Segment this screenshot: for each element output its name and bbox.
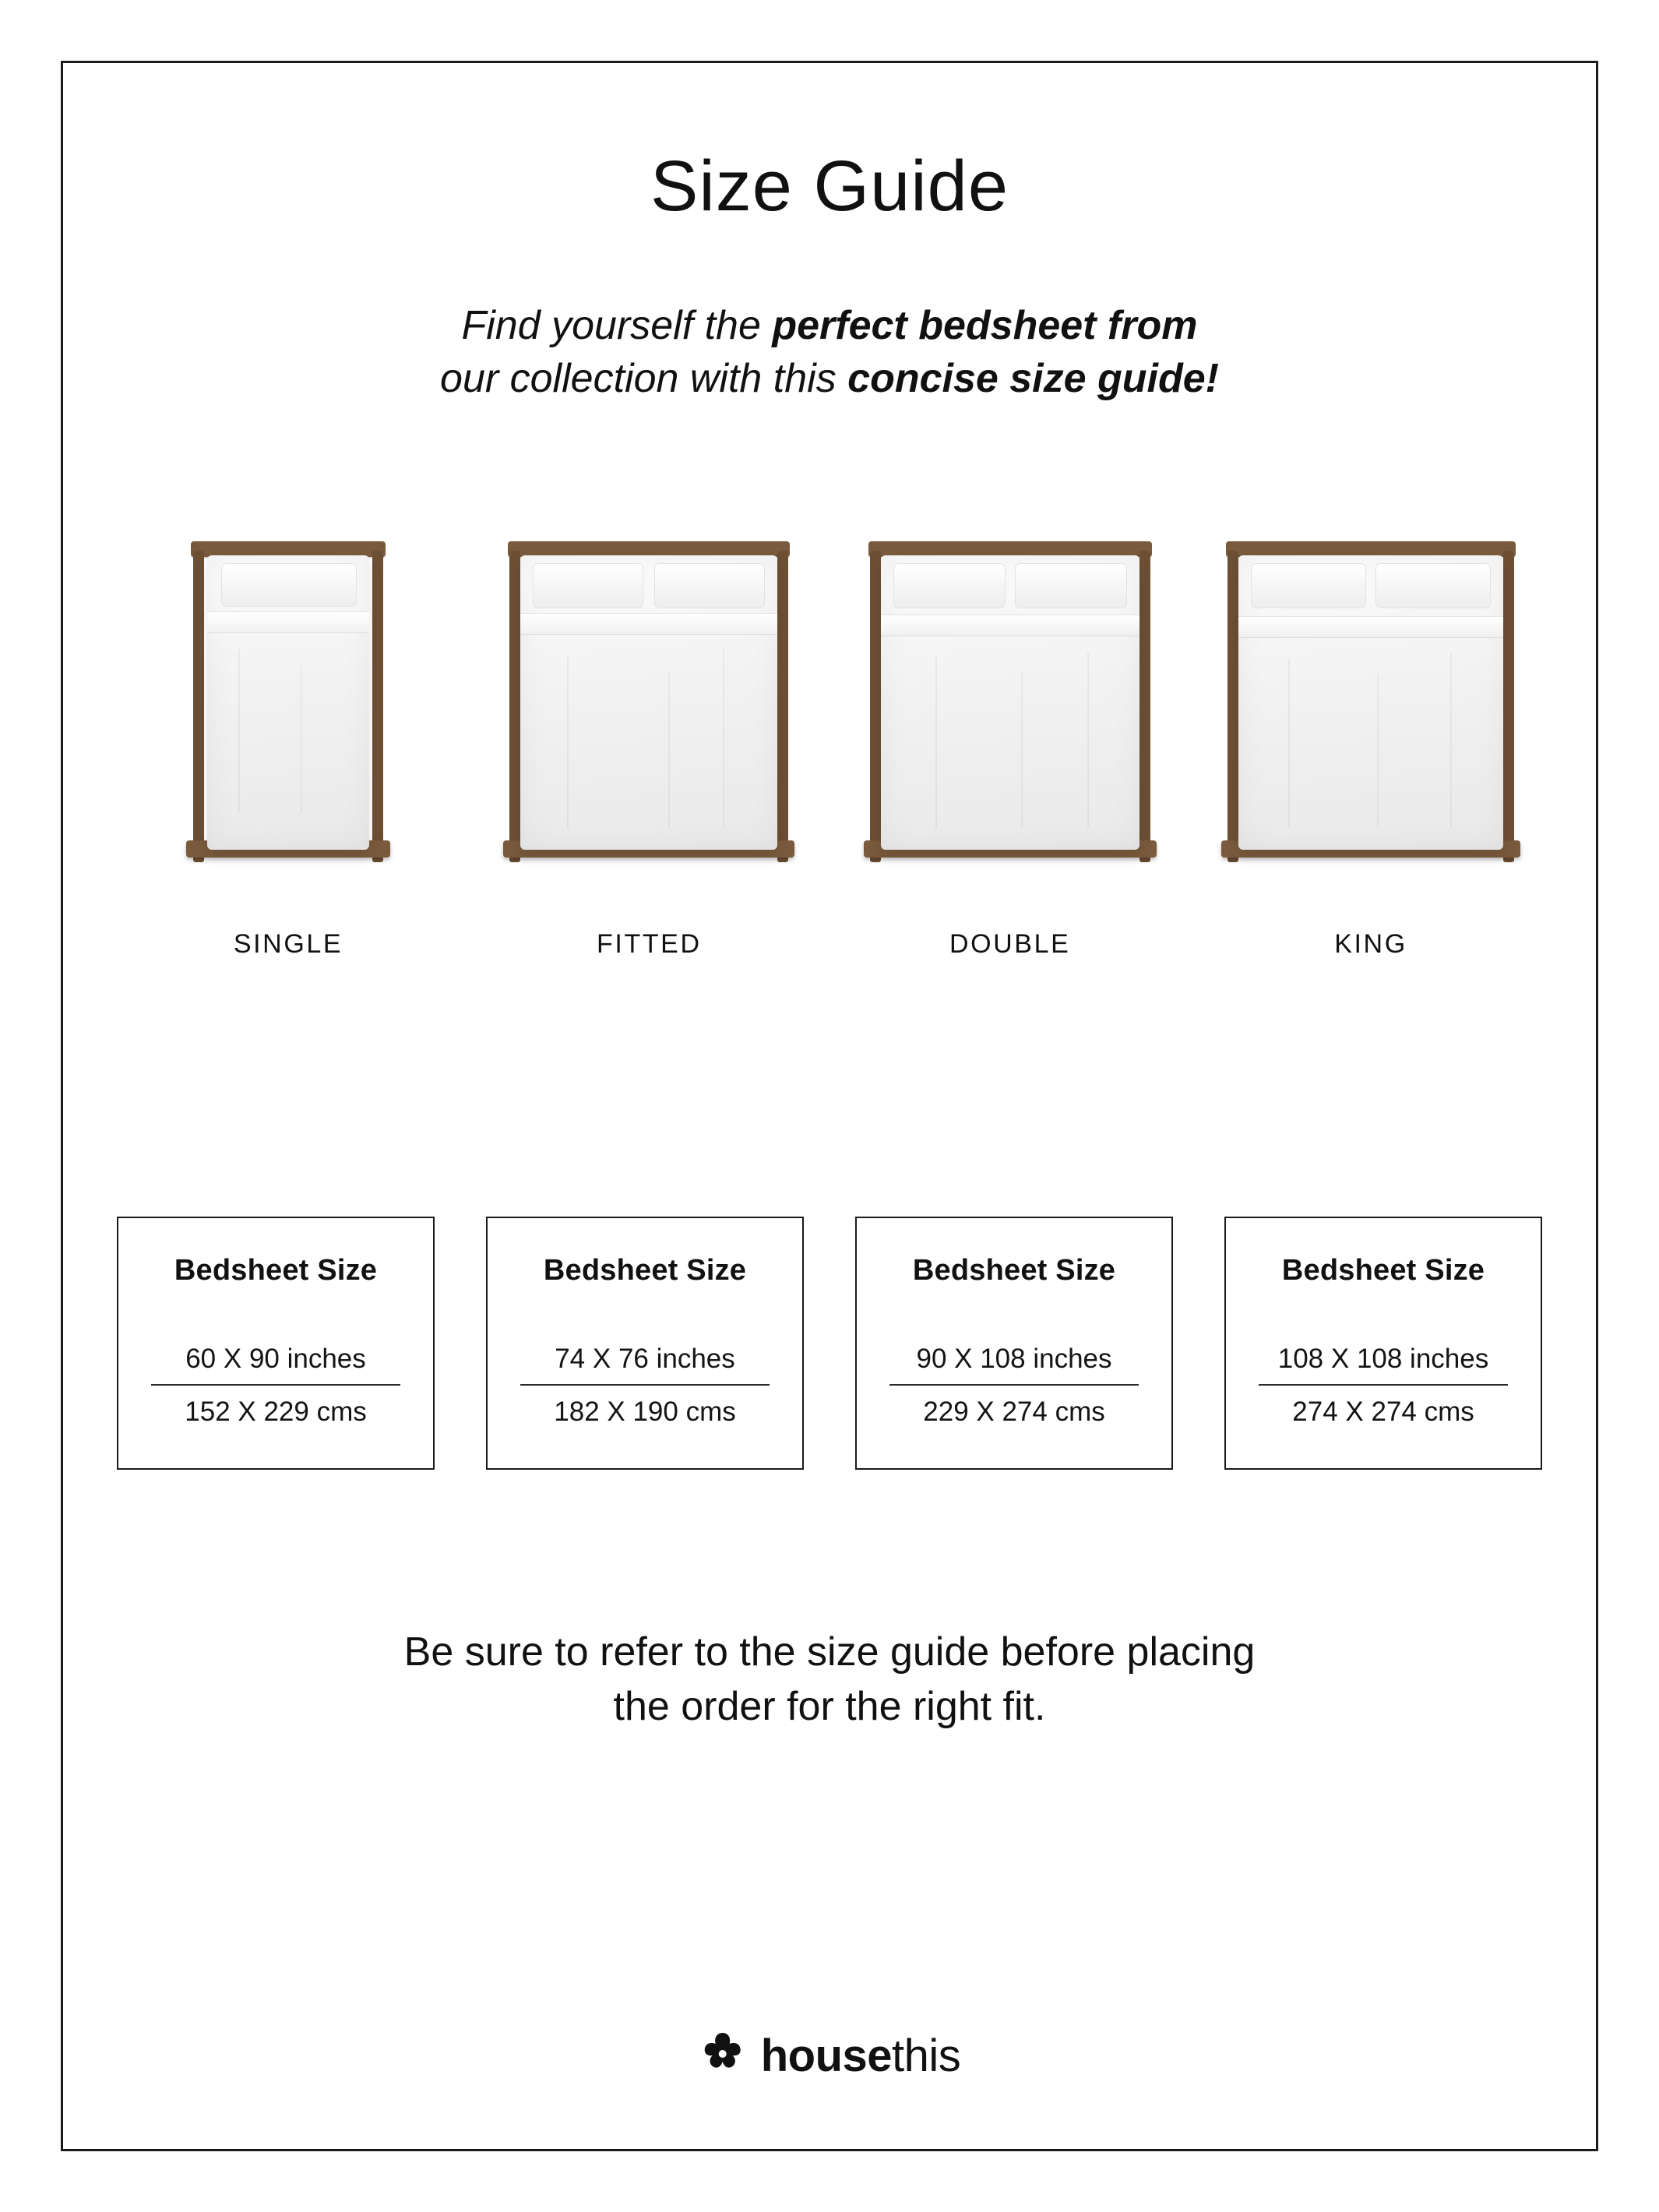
brand-logo — [699, 2030, 961, 2082]
size-box-title: Bedsheet Size — [543, 1253, 747, 1287]
bed-column-single — [125, 523, 452, 960]
bed-illustration-wrap — [1223, 523, 1519, 858]
size-box-fitted — [486, 1217, 804, 1470]
bed-column-fitted — [485, 523, 812, 960]
size-box-cms: 182 X 190 cms — [554, 1396, 736, 1427]
size-boxes-row — [117, 1217, 1542, 1470]
size-box-inches: 74 X 76 inches — [520, 1344, 770, 1386]
size-box-cms: 229 X 274 cms — [923, 1396, 1105, 1427]
bed-icon — [1223, 530, 1519, 858]
brand-name-light: this — [892, 2031, 961, 2081]
size-box-inches: 60 X 90 inches — [151, 1344, 400, 1386]
brand-name-bold: house — [760, 2031, 893, 2081]
size-box-inches: 108 X 108 inches — [1259, 1344, 1508, 1386]
footer-note-line2: the order for the right fit. — [613, 1683, 1046, 1729]
size-box-single — [117, 1217, 435, 1470]
bed-illustration-wrap — [865, 523, 1155, 858]
subtitle-line2-bold: concise size guide! — [847, 356, 1219, 402]
bed-illustration-wrap — [187, 523, 389, 858]
footer-note — [404, 1626, 1256, 1734]
bed-icon — [865, 530, 1155, 858]
size-box-cms: 152 X 229 cms — [185, 1396, 367, 1427]
bed-label: SINGLE — [233, 928, 343, 959]
size-box-inches: 90 X 108 inches — [889, 1344, 1139, 1386]
brand-wordmark — [761, 2030, 961, 2082]
bed-label: DOUBLE — [949, 928, 1071, 959]
page-subtitle — [440, 299, 1219, 406]
bed-label: FITTED — [597, 928, 702, 959]
subtitle-line2-plain: our collection with this — [440, 356, 848, 402]
size-box-double — [855, 1217, 1173, 1470]
page-title: Size Guide — [650, 146, 1009, 226]
subtitle-line1-bold: perfect bedsheet from — [772, 302, 1198, 348]
size-box-title: Bedsheet Size — [912, 1253, 1116, 1287]
footer-note-line1: Be sure to refer to the size guide before placing — [403, 1629, 1256, 1675]
size-box-king — [1224, 1217, 1542, 1470]
subtitle-line1-plain: Find yourself the — [461, 302, 773, 348]
bed-label: KING — [1334, 928, 1407, 959]
bed-illustrations-row — [125, 523, 1534, 960]
size-box-title: Bedsheet Size — [1281, 1253, 1485, 1287]
bed-icon — [505, 530, 793, 858]
page-frame — [61, 61, 1598, 2151]
bed-column-king — [1207, 523, 1534, 960]
size-box-title: Bedsheet Size — [174, 1253, 378, 1287]
bed-illustration-wrap — [505, 523, 793, 858]
clover-logo-icon — [699, 2030, 747, 2082]
bed-column-double — [847, 523, 1174, 960]
size-box-cms: 274 X 274 cms — [1292, 1396, 1474, 1427]
bed-icon — [187, 530, 389, 858]
